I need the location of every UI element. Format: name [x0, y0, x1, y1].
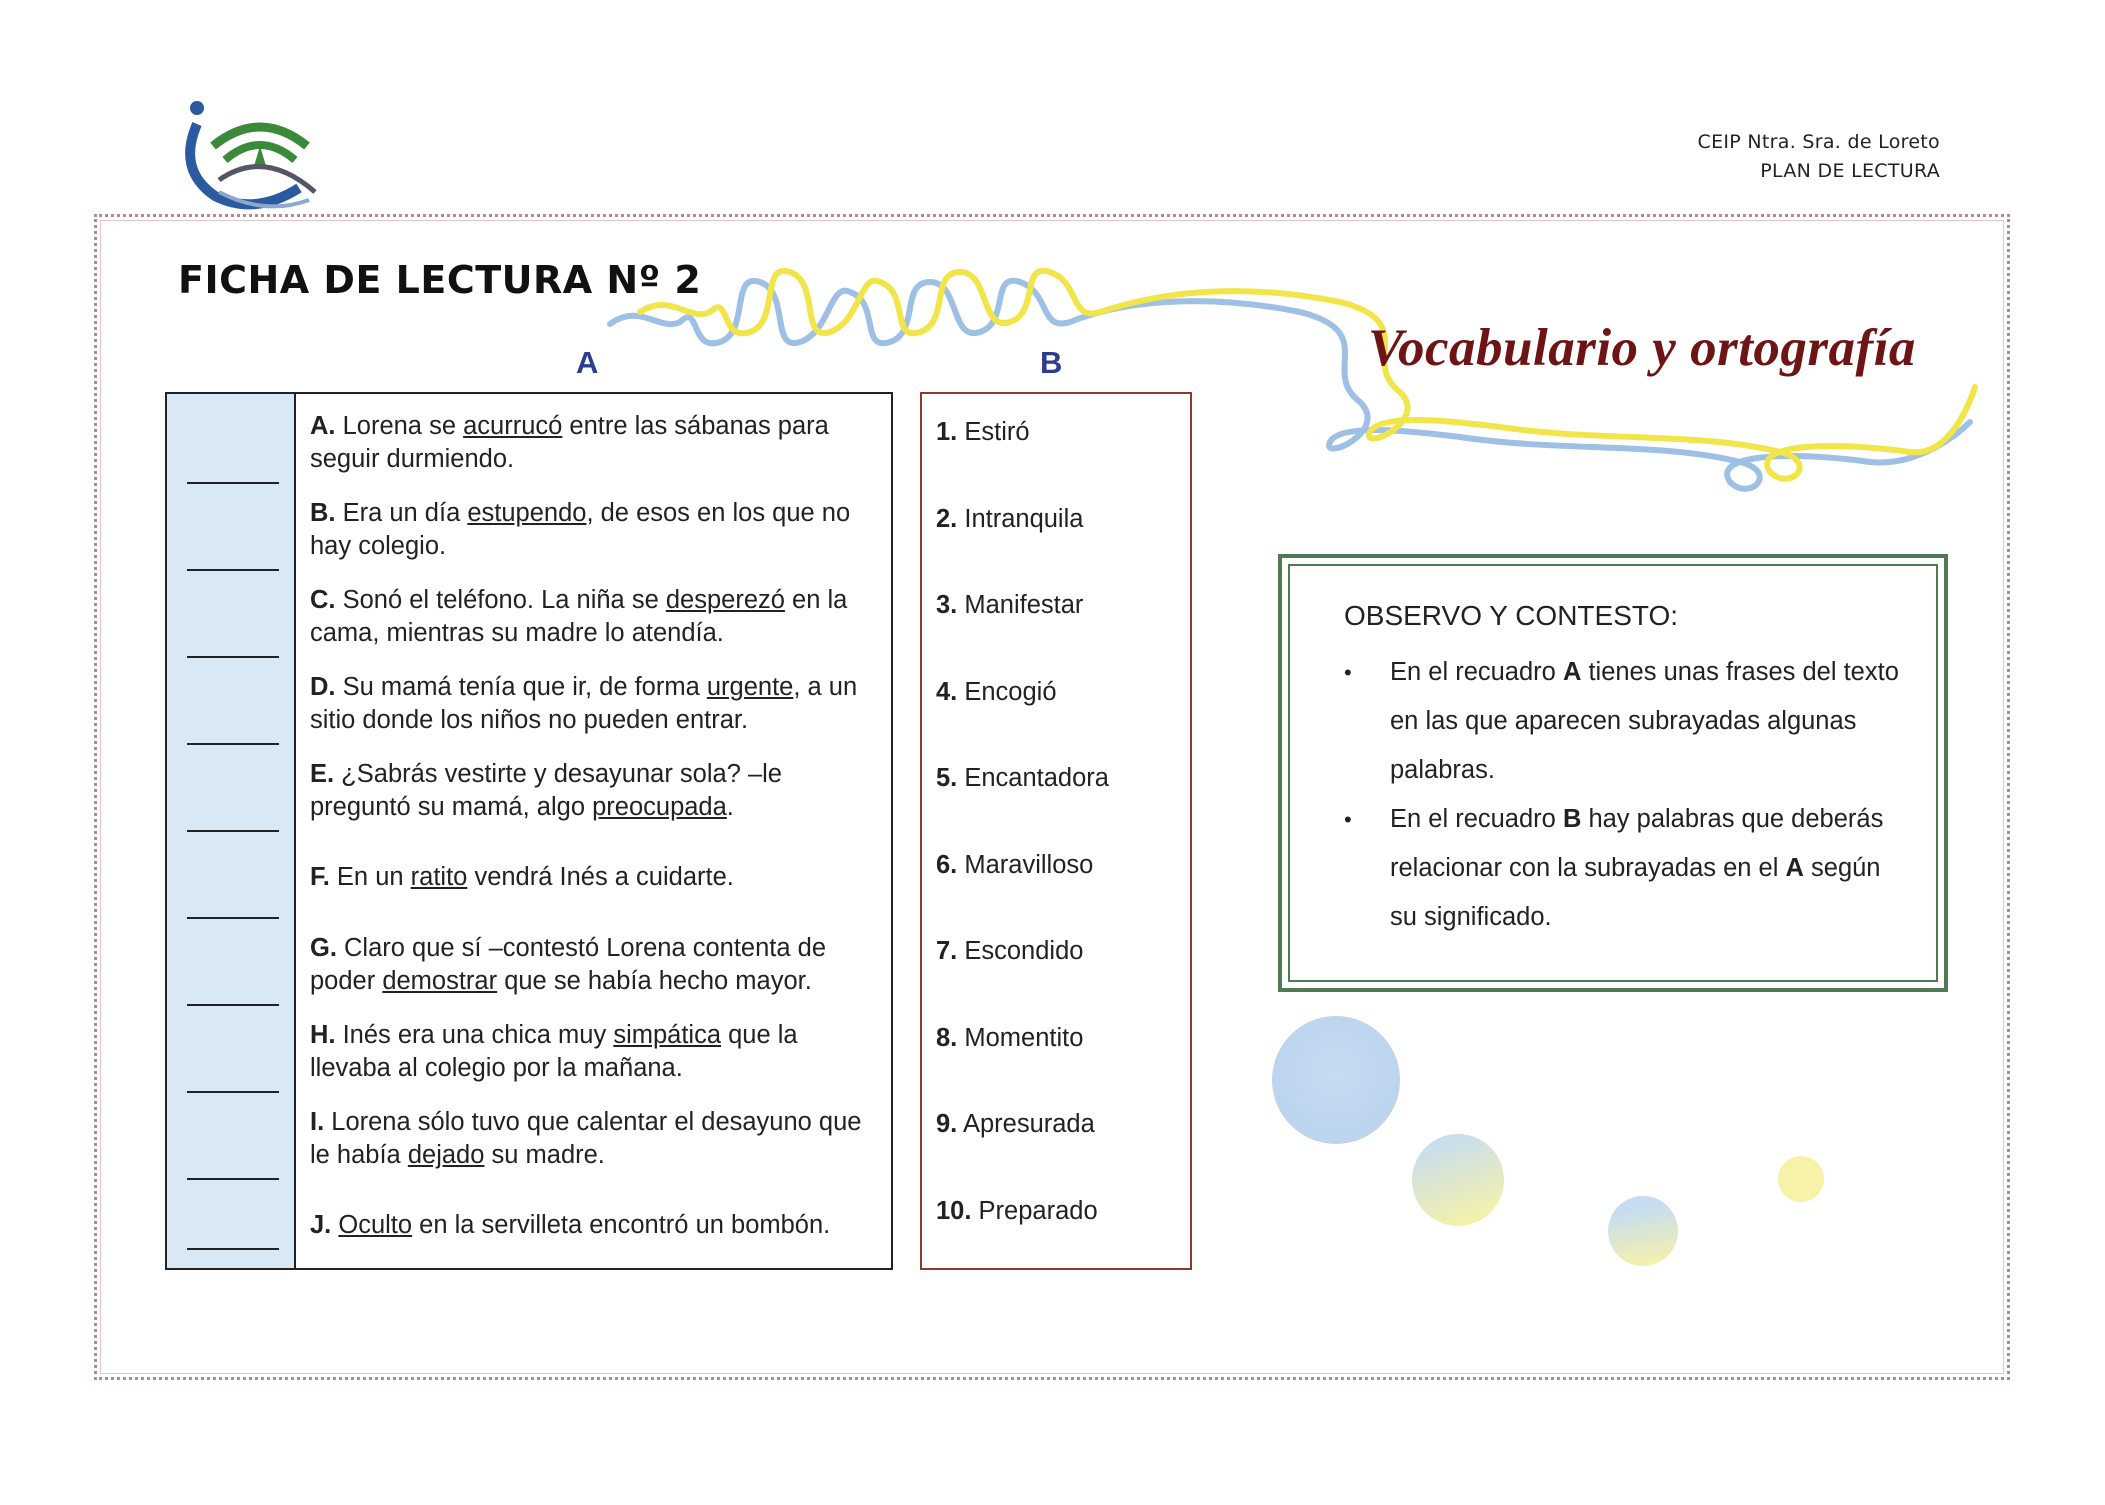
sentence-item: I. Lorena sólo tuvo que calentar el desayuno que le había dejado su madre. — [310, 1108, 862, 1169]
word-item: 9. Apresurada — [936, 1110, 1095, 1138]
decorative-circle — [1778, 1156, 1824, 1202]
answer-blank[interactable] — [167, 671, 294, 758]
underlined-word: simpática — [613, 1021, 722, 1049]
word-item: 1. Estiró — [936, 418, 1030, 446]
instruction-item: • En el recuadro B hay palabras que deberás relacionar con la subrayadas en el A según su significado. — [1344, 795, 1910, 942]
column-b-heading: B — [1040, 345, 1063, 380]
sentence-item: H. Inés era una chica muy simpática que la llevaba al colegio por la mañana. — [310, 1021, 798, 1082]
word-item: 7. Escondido — [936, 937, 1084, 965]
decorative-circle — [1608, 1196, 1678, 1266]
sentence-item: C. Sonó el teléfono. La niña se desperezó en la cama, mientras su madre lo atendía. — [310, 586, 848, 647]
decorative-circle — [1272, 1016, 1400, 1144]
answer-blank[interactable] — [167, 1193, 294, 1263]
underlined-word: urgente — [706, 673, 794, 701]
sentences-column — [296, 394, 891, 1268]
instructions-title: OBSERVO Y CONTESTO: — [1344, 600, 1679, 631]
answer-blank[interactable] — [167, 1019, 294, 1106]
underlined-word: preocupada — [592, 793, 727, 821]
word-item: 3. Manifestar — [936, 591, 1084, 619]
sentence-item: F. En un ratito vendrá Inés a cuidarte. — [310, 863, 734, 891]
column-a-heading: A — [576, 345, 599, 380]
underlined-word: Oculto — [338, 1211, 413, 1239]
answer-blank[interactable] — [167, 932, 294, 1019]
school-name: CEIP Ntra. Sra. de Loreto — [1697, 131, 1940, 153]
answer-blank[interactable] — [167, 845, 294, 932]
school-logo-icon — [175, 88, 345, 216]
sentence-item: A. Lorena se acurrucó entre las sábanas para seguir durmiendo. — [310, 412, 829, 473]
instruction-item: • En el recuadro A tienes unas frases del texto en las que aparecen subrayadas algunas palabras. — [1344, 648, 1910, 795]
answer-column — [167, 394, 296, 1268]
word-item: 8. Momentito — [936, 1023, 1084, 1052]
words-box — [920, 392, 1192, 1270]
section-title: Vocabulario y ortografía — [1368, 319, 1916, 377]
word-item: 10. Preparado — [936, 1196, 1098, 1225]
underlined-word: demostrar — [382, 967, 498, 995]
sentence-item: B. Era un día estupendo, de esos en los que no hay colegio. — [310, 499, 851, 560]
answer-blank[interactable] — [167, 584, 294, 671]
word-item: 4. Encogió — [936, 677, 1057, 706]
underlined-word: estupendo — [467, 499, 587, 527]
word-item: 6. Maravilloso — [936, 850, 1094, 879]
word-item: 2. Intranquila — [936, 504, 1084, 533]
sentence-item: D. Su mamá tenía que ir, de forma urgente, a un sitio donde los niños no pueden entrar. — [310, 673, 858, 734]
underlined-word: ratito — [410, 863, 468, 891]
decorative-circle — [1412, 1134, 1504, 1226]
answer-blank[interactable] — [167, 758, 294, 845]
answer-blank[interactable] — [167, 1106, 294, 1193]
answer-blank[interactable] — [167, 497, 294, 584]
sentences-table — [165, 392, 893, 1270]
sentence-item: J. Oculto en la servilleta encontró un bombón. — [310, 1211, 831, 1239]
underlined-word: desperezó — [665, 586, 785, 614]
answer-blank[interactable] — [167, 410, 294, 497]
underlined-word: acurrucó — [463, 412, 563, 440]
sentence-item: E. ¿Sabrás vestirte y desayunar sola? –le preguntó su mamá, algo preocupada. — [310, 760, 782, 821]
underlined-word: dejado — [407, 1141, 485, 1169]
word-item: 5. Encantadora — [936, 764, 1109, 792]
instructions-box — [1288, 564, 1938, 982]
plan-label: PLAN DE LECTURA — [1760, 160, 1940, 182]
school-header — [1698, 128, 1941, 186]
sentence-item: G. Claro que sí –contestó Lorena contenta de poder demostrar que se había hecho mayor. — [310, 934, 827, 995]
worksheet-title: FICHA DE LECTURA Nº 2 — [178, 258, 702, 302]
